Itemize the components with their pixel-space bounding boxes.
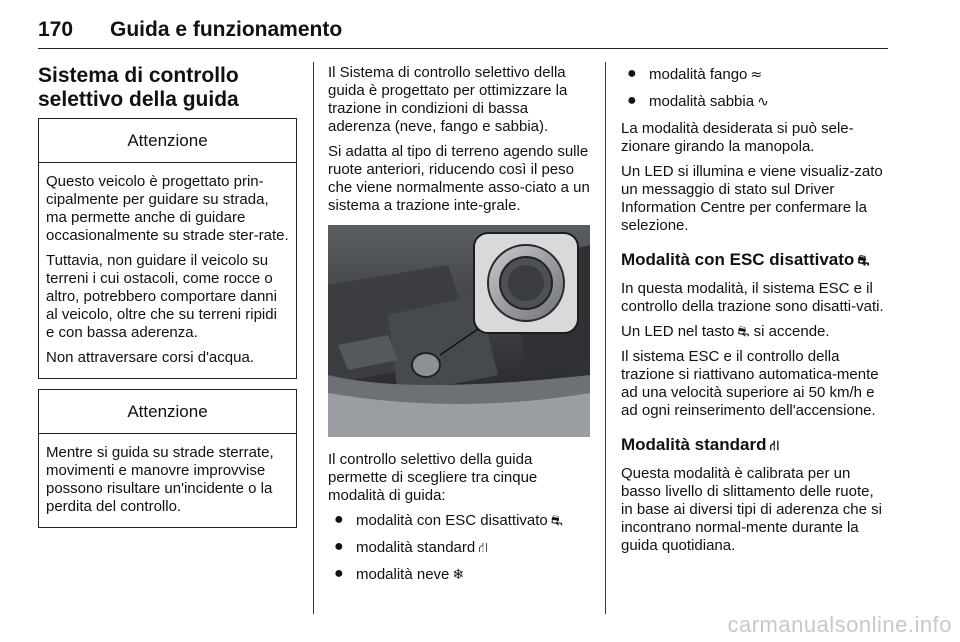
paragraph: Si adatta al tipo di terreno agendo sulle ruote anteriori, riducendo così il peso che viene normalmente asso-ciato a un sistema a trazione inte-grale. (328, 143, 590, 214)
section-heading: Sistema di controllo selettivo della guida (38, 64, 239, 111)
bullet: ● (334, 565, 344, 582)
warning-title: Attenzione (39, 390, 296, 434)
road-icon: ⛙ (769, 438, 780, 454)
mud-icon: ≈ (750, 67, 763, 83)
bullet: ● (627, 65, 637, 82)
page-number: 170 (38, 18, 74, 41)
paragraph: In questa modalità, il sistema ESC e il controllo della trazione sono disatti-vati. (621, 280, 884, 315)
bullet: ● (334, 511, 344, 528)
list-item: ● modalità standard ⛙ (334, 538, 489, 556)
warning-text: Non attraversare corsi d'acqua. (46, 349, 254, 366)
paragraph: Questa modalità è calibrata per un basso livello di slittamento delle ruote, in base ai diversi tipi di aderenza che si incontrano normal-mente durante la guida quotidiana. (621, 465, 882, 554)
paragraph: La modalità desiderata si può sele-zionare girando la manopola. (621, 120, 854, 155)
column-divider (605, 62, 606, 614)
column-divider (313, 62, 314, 614)
warning-text: Tuttavia, non guidare il veicolo su terreni i cui ostacoli, come rocce o altro, potrebbero comportare danni al veicolo, oltre che su terreni ripidi e con bassa aderenza. (46, 252, 277, 341)
header-rule (38, 48, 888, 49)
road-icon: ⛙ (478, 540, 489, 556)
paragraph: Il controllo selettivo della guida permette di scegliere tra cinque modalità di guida: (328, 451, 538, 504)
page-header (38, 18, 342, 42)
subsection-heading: Modalità con ESC disattivato ⛐ (621, 250, 870, 269)
snow-road-icon: ❄ (452, 567, 465, 583)
paragraph: Il Sistema di controllo selettivo della guida è progettato per ottimizzare la trazione in condizioni di bassa aderenza (neve, fango e sabbia). (328, 64, 568, 135)
warning-text: Questo veicolo è progettato prin-cipalmente per guidare su strada, ma permette anche di guidare occasionalmente su strade ster-rate. (46, 173, 289, 244)
column-1 (38, 64, 297, 538)
chapter-title: Guida e funzionamento (110, 18, 343, 41)
drive-mode-selector-photo (328, 225, 590, 437)
esc-off-icon: ⛐ (857, 253, 870, 269)
list-item: ● modalità fango ≈ (627, 65, 763, 83)
warning-title: Attenzione (39, 119, 296, 163)
mode-list (621, 66, 889, 111)
bullet: ● (334, 538, 344, 555)
esc-off-icon: ⛐ (737, 324, 750, 340)
watermark: carmanualsonline.info (727, 612, 952, 637)
warning-text: Mentre si guida su strade sterrate, movimenti e manovre improvvise possono risultare un'incidente o la perdita del controllo. (46, 444, 274, 515)
subsection-heading: Modalità standard ⛙ (621, 435, 780, 454)
warning-box (38, 389, 297, 528)
paragraph: Un LED nel tasto ⛐ si accende. (621, 323, 830, 340)
list-item: ● modalità sabbia ∿ (627, 92, 769, 110)
list-item: ● modalità neve ❄ (334, 565, 465, 583)
paragraph: Un LED si illumina e viene visualiz-zato un messaggio di stato sul Driver Information Centre per confermare la selezione. (621, 163, 883, 234)
warning-box (38, 118, 297, 379)
mode-list (328, 512, 590, 584)
column-2 (328, 64, 590, 593)
list-item: ● modalità con ESC disattivato ⛐ (334, 511, 563, 529)
esc-off-icon: ⛐ (550, 513, 563, 529)
bullet: ● (627, 92, 637, 109)
column-3 (621, 64, 889, 562)
paragraph: Il sistema ESC e il controllo della trazione si riattivano automatica-mente ad una velocità superiore ai 50 km/h e ad ogni reinserimento dell'accensione. (621, 348, 879, 419)
sand-icon: ∿ (757, 94, 769, 110)
